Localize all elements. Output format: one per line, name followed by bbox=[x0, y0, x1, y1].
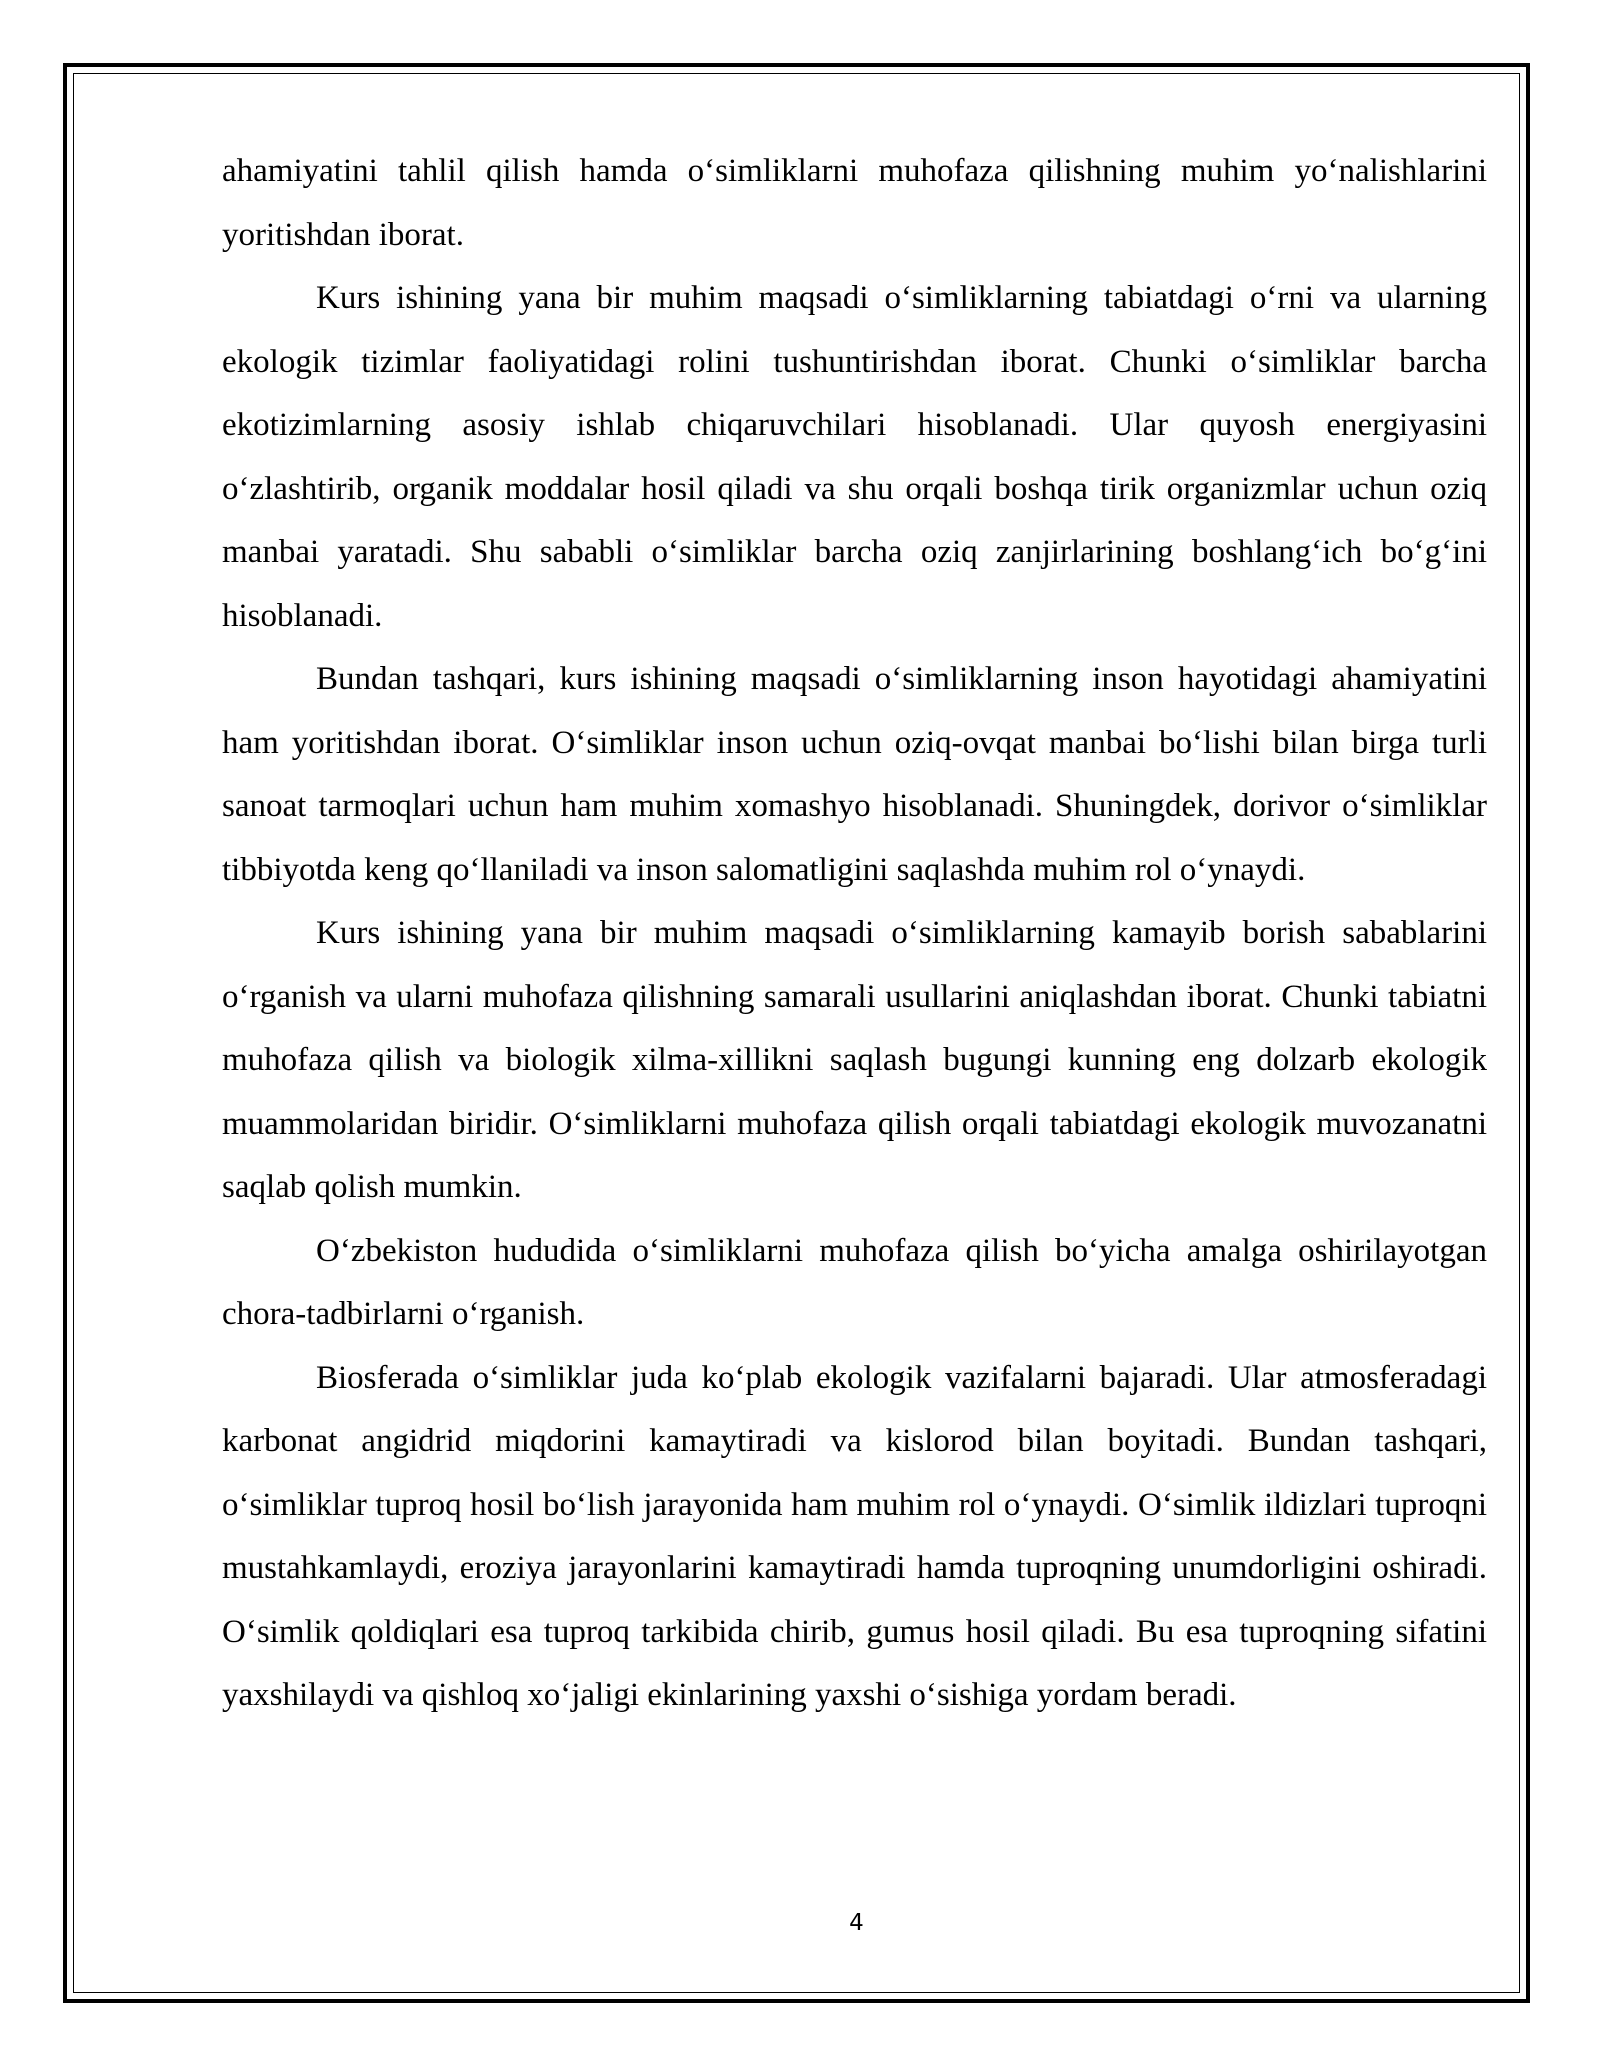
paragraph: Biosferada o‘simliklar juda ko‘plab ekologik vazifalarni bajaradi. Ular atmosferadagi karbonat angidrid miqdorini kamaytiradi va kislorod bilan boyitadi. Bundan tashqari, o‘simliklar tuproq hosil bo‘lish jarayonida ham muhim rol o‘ynaydi. O‘simlik ildizlari tuproqni mustahkamlaydi, eroziya jarayonlarini kamaytiradi hamda tuproqning unumdorligini oshiradi. O‘simlik qoldiqlari esa tuproq tarkibida chirib, gumus hosil qiladi. Bu esa tuproqning sifatini yaxshilaydi va qishloq xo‘jaligi ekinlarining yaxshi o‘sishiga yordam beradi. bbox=[222, 1359, 1487, 1713]
page-number: 4 bbox=[849, 1910, 864, 1936]
paragraph-continuation: ahamiyatini tahlil qilish hamda o‘simliklarni muhofaza qilishning muhim yo‘nalishlarini yoritishdan iborat. bbox=[222, 153, 1487, 253]
paragraph: O‘zbekiston hududida o‘simliklarni muhofaza qilish bo‘yicha amalga oshirilayotgan chora-tadbirlarni o‘rganish. bbox=[222, 1232, 1487, 1332]
document-body bbox=[222, 140, 1487, 1728]
paragraph: Bundan tashqari, kurs ishining maqsadi o‘simliklarning inson hayotidagi ahamiyatini ham yoritishdan iborat. O‘simliklar inson uchun oziq-ovqat manbai bo‘lishi bilan birga turli sanoat tarmoqlari uchun ham muhim xomashyo hisoblanadi. Shuningdek, dorivor o‘simliklar tibbiyotda keng qo‘llaniladi va inson salomatligini saqlashda muhim rol o‘ynaydi. bbox=[222, 661, 1487, 888]
paragraph: Kurs ishining yana bir muhim maqsadi o‘simliklarning tabiatdagi o‘rni va ularning ekologik tizimlar faoliyatidagi rolini tushuntirishdan iborat. Chunki o‘simliklar barcha ekotizimlarning asosiy ishlab chiqaruvchilari hisoblanadi. Ular quyosh energiyasini o‘zlashtirib, organik moddalar hosil qiladi va shu orqali boshqa tirik organizmlar uchun oziq manbai yaratadi. Shu sababli o‘simliklar barcha oziq zanjirlarining boshlang‘ich bo‘g‘ini hisoblanadi. bbox=[222, 280, 1487, 634]
paragraph: Kurs ishining yana bir muhim maqsadi o‘simliklarning kamayib borish sabablarini o‘rganish va ularni muhofaza qilishning samarali usullarini aniqlashdan iborat. Chunki tabiatni muhofaza qilish va biologik xilma-xillikni saqlash bugungi kunning eng dolzarb ekologik muammolaridan biridir. O‘simliklarni muhofaza qilish orqali tabiatdagi ekologik muvozanatni saqlab qolish mumkin. bbox=[222, 915, 1487, 1205]
